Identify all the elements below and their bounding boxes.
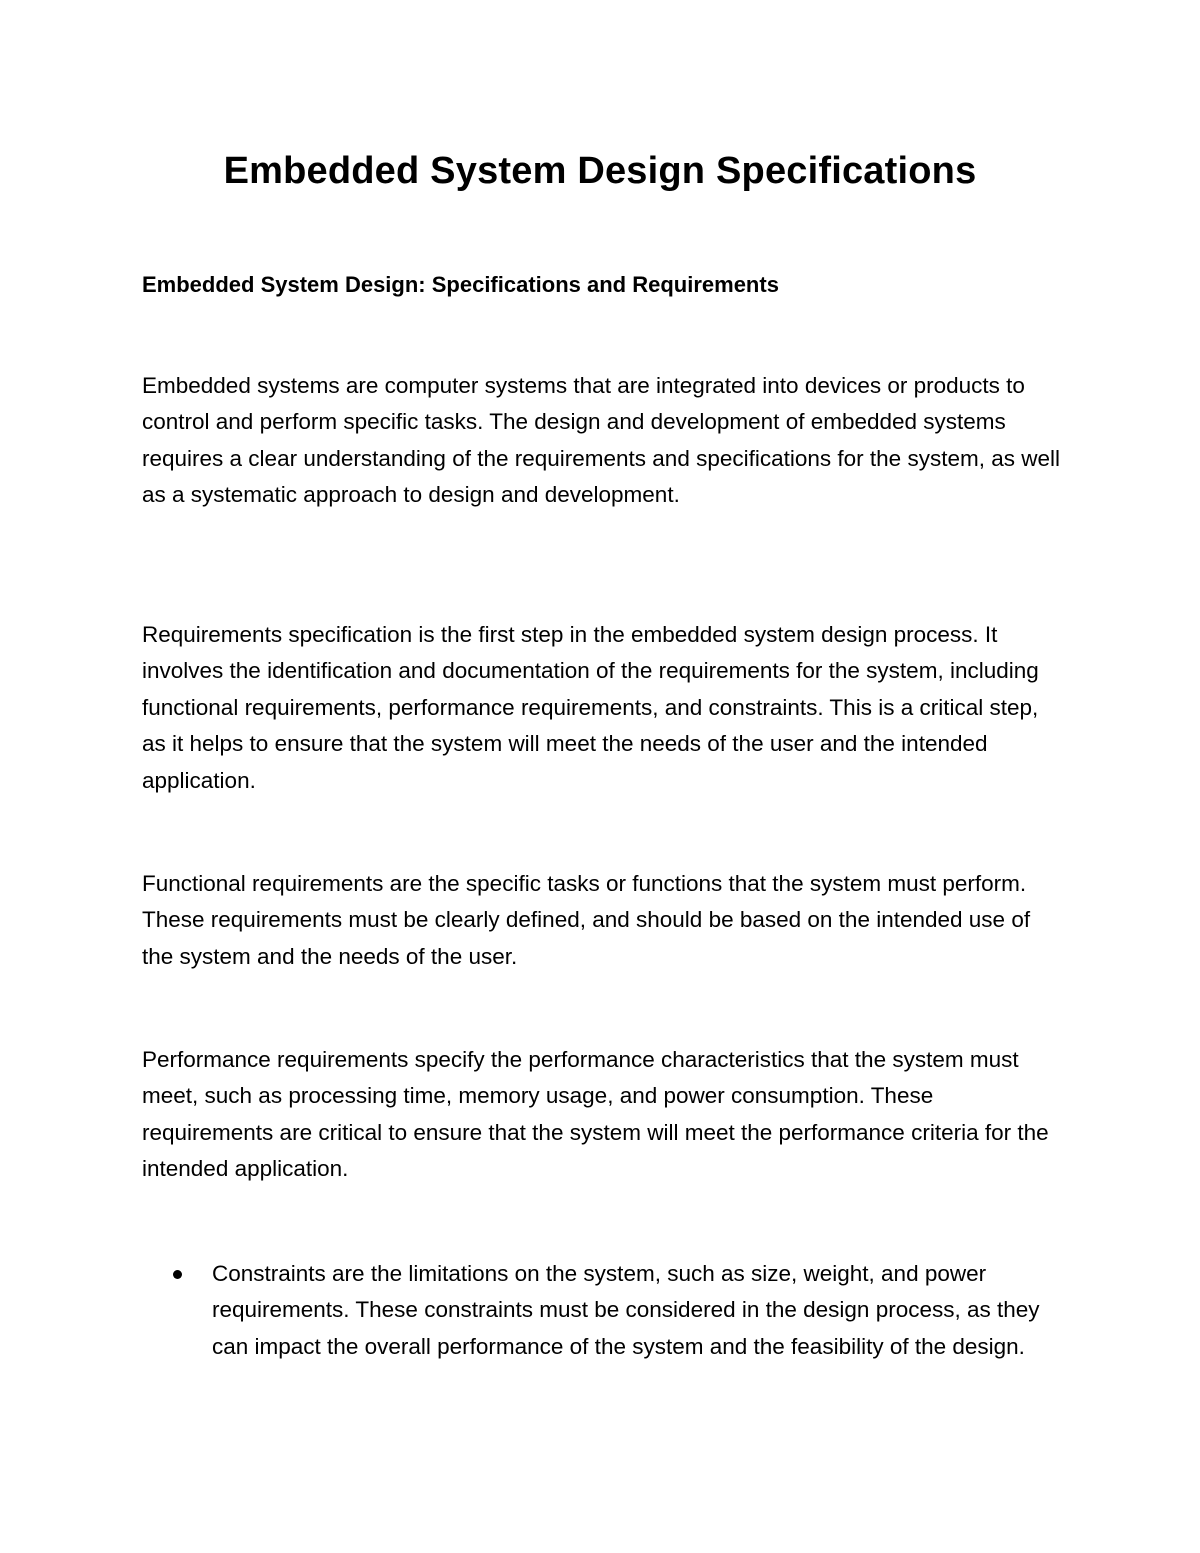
document-title: Embedded System Design Specifications [223,150,977,192]
paragraph-intro: Embedded systems are computer systems that are integrated into devices or products to control and perform specific tasks. The design and development of embedded systems requires a clear understanding of the requirements and specifications for the system, as well as a systematic approach to design and development. [142,373,1060,508]
document-subtitle: Embedded System Design: Specifications and Requirements [142,272,779,297]
bullet-item-text: Constraints are the limitations on the system, such as size, weight, and power requirements. These constraints must be considered in the design process, as they can impact the overall performance of the system and the feasibility of the design. [212,1261,1040,1359]
bullet-dot-icon [173,1270,182,1279]
paragraph-functional-requirements: Functional requirements are the specific tasks or functions that the system must perform. These requirements must be clearly defined, and should be based on the intended use of the system and the needs of the user. [142,871,1031,969]
bullet-list [142,1256,1062,1365]
paragraph-performance-requirements: Performance requirements specify the performance characteristics that the system must meet, such as processing time, memory usage, and power consumption. These requirements are critical to ensure that the system will meet the performance criteria for the intended application. [142,1047,1049,1182]
paragraph-requirements-specification: Requirements specification is the first step in the embedded system design process. It involves the identification and documentation of the requirements for the system, including functional requirements, performance requirements, and constraints. This is a critical step, as it helps to ensure that the system will meet the needs of the user and the intended application. [142,622,1039,793]
bullet-item-constraints [142,1256,1062,1365]
